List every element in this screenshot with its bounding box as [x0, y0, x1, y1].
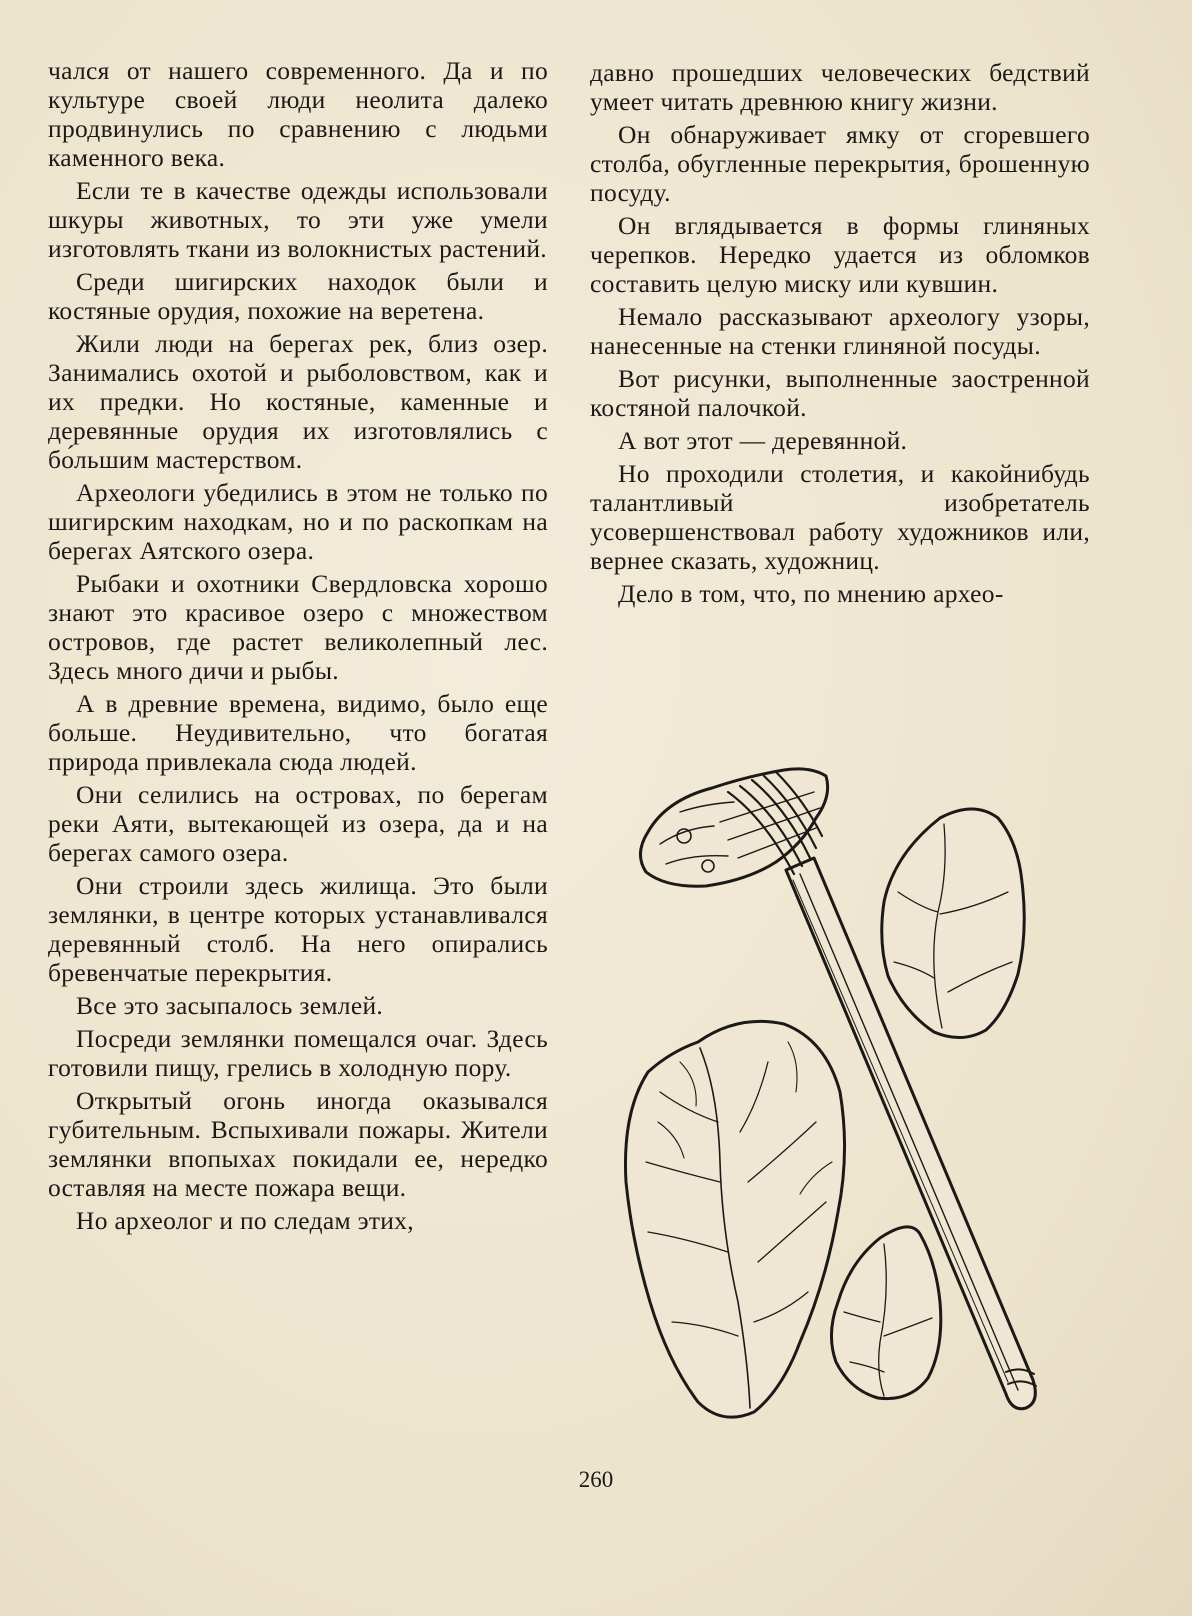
paragraph: Археологи убедились в этом не только по шигирским находкам, но и по раскопкам на берегах Аятского озера. [48, 478, 548, 565]
page-number: 260 [578, 1467, 614, 1492]
paragraph: давно прошедших человеческих бедствий умеет читать древнюю книгу жизни. [590, 58, 1090, 116]
paragraph: Немало рассказывают археологу узоры, нанесенные на стенки глиняной посуды. [590, 302, 1090, 360]
paragraph: Но археолог и по следам этих, [76, 1206, 414, 1235]
large-flint-blade-drawing [625, 1021, 844, 1417]
paragraph: Они строили здесь жилища. Это были землянки, в центре которых устанавливался деревянный столб. На него опирались бревенчатые перекрытия. [48, 871, 548, 987]
left-text-column [48, 56, 548, 1239]
paragraph: Если те в качестве одежды использовали шкуры животных, то эти уже умели изготовлять ткани из волокнистых растений. [48, 176, 548, 263]
right-text-column [590, 58, 1090, 612]
paragraph: чался от нашего современного. Да и по культуре своей люди неолита далеко продвинулись по сравнению с людьми каменного века. [48, 56, 548, 172]
paragraph: Вот рисунки, выполненные заостренной костяной палочкой. [590, 364, 1090, 422]
paragraph: А в древние времена, видимо, было еще больше. Неудивительно, что богатая природа привлекала сюда людей. [48, 689, 548, 776]
paragraph: Среди шигирских находок были и костяные орудия, похожие на веретена. [48, 267, 548, 325]
stone-tools-illustration [588, 762, 1088, 1430]
paragraph: Они селились на островах, по берегам реки Аяти, вытекающей из озера, да и на берегах самого озера. [48, 780, 548, 867]
paragraph: Но проходили столетия, и какойнибудь талантливый изобретатель усовершенствовал работу художников или, вернее сказать, художниц. [590, 459, 1090, 575]
paragraph: Открытый огонь иногда оказывался губительным. Вспыхивали пожары. Жители землянки впопыхах покидали ее, нередко оставляя на месте пожара вещи. [48, 1086, 548, 1202]
arrowhead-flake-drawing [831, 1227, 940, 1399]
paragraph: Посреди землянки помещался очаг. Здесь готовили пищу, грелись в холодную пору. [48, 1024, 548, 1082]
small-flint-flake-drawing [882, 809, 1025, 1038]
paragraph: Рыбаки и охотники Свердловска хорошо знают это красивое озеро с множеством островов, где растет великолепный лес. Здесь много дичи и рыбы. [48, 569, 548, 685]
paragraph: Все это засыпалось землей. [76, 991, 384, 1020]
paragraph: Жили люди на берегах рек, близ озер. Занимались охотой и рыболовством, как и их предки. Но костяные, каменные и деревянные орудия их изготовлялись с бо́льшим мастерством. [48, 329, 548, 474]
paragraph: А вот этот — деревянной. [618, 426, 908, 455]
paragraph: Он обнаруживает ямку от сгоревшего столба, обугленные перекрытия, брошенную посуду. [590, 120, 1090, 207]
paragraph: Он вглядывается в формы глиняных черепков. Нередко удается из обломков составить целую миску или кувшин. [590, 211, 1090, 298]
paragraph: Дело в том, что, по мнению архео- [618, 579, 1004, 608]
